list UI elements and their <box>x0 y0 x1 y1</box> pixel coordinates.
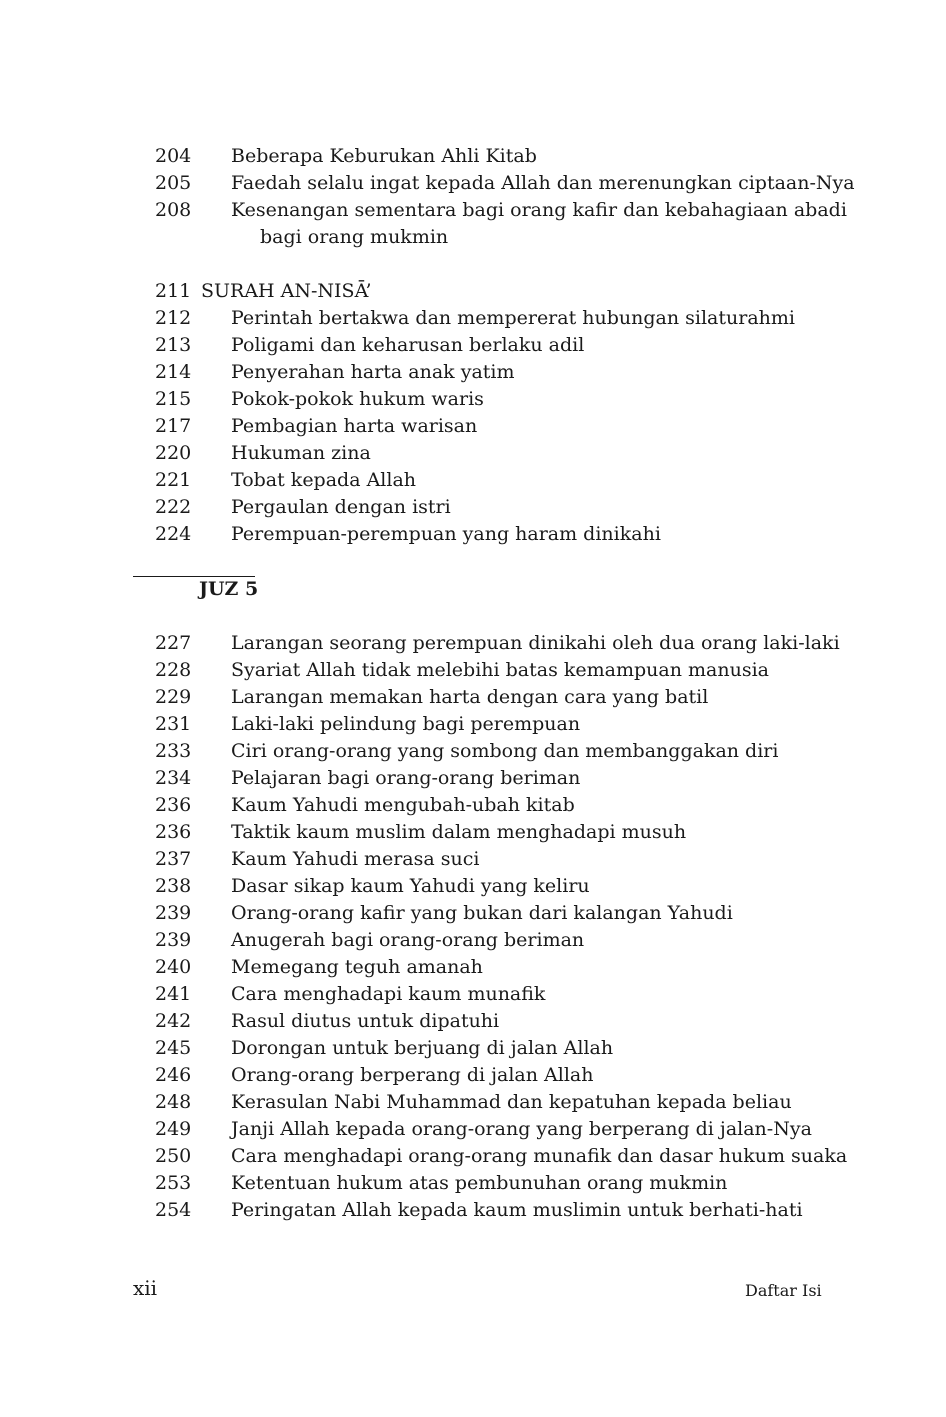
toc-entry-title: Cara menghadapi kaum munafik <box>231 983 546 1005</box>
toc-entry-title: Poligami dan keharusan berlaku adil <box>231 334 585 356</box>
toc-page-number: 236 <box>155 794 192 816</box>
toc-page-number: 212 <box>155 307 192 329</box>
toc-entry <box>0 413 946 440</box>
toc-page-number: 224 <box>155 523 192 545</box>
toc-entry <box>0 738 946 765</box>
toc-entry-title: Peringatan Allah kepada kaum muslimin untuk berhati-hati <box>231 1199 803 1221</box>
toc-page-number: 214 <box>155 361 192 383</box>
toc-page-number: 240 <box>155 956 192 978</box>
toc-entry-title: Janji Allah kepada orang-orang yang berperang di jalan-Nya <box>231 1118 812 1140</box>
toc-entry-title: Penyerahan harta anak yatim <box>231 361 515 383</box>
toc-page-number: 254 <box>155 1199 192 1221</box>
toc-entry <box>0 386 946 413</box>
toc-entry <box>0 927 946 954</box>
toc-entry-title: Orang-orang berperang di jalan Allah <box>231 1064 594 1086</box>
toc-page-number: 250 <box>155 1145 192 1167</box>
toc-entry-title: Ciri orang-orang yang sombong dan membanggakan diri <box>231 740 779 762</box>
footer-page-number: xii <box>133 1276 158 1300</box>
toc-page-number: 208 <box>155 199 192 221</box>
toc-page-number: 237 <box>155 848 192 870</box>
toc-entry <box>0 1116 946 1143</box>
toc-entry <box>0 1170 946 1197</box>
toc-entry-title: Pergaulan dengan istri <box>231 496 451 518</box>
toc-entry <box>0 359 946 386</box>
toc-entry <box>0 494 946 521</box>
toc-entry <box>0 440 946 467</box>
toc-page-number: 220 <box>155 442 192 464</box>
toc-entry-title: Tobat kepada Allah <box>231 469 417 491</box>
toc-entry <box>0 1008 946 1035</box>
toc-entry <box>0 630 946 657</box>
toc-entry-title: Cara menghadapi orang-orang munafik dan dasar hukum suaka <box>231 1145 848 1167</box>
toc-page-number: 213 <box>155 334 192 356</box>
toc-entry <box>0 1197 946 1224</box>
toc-entry-title: Orang-orang kafir yang bukan dari kalangan Yahudi <box>231 902 733 924</box>
toc-entry <box>0 657 946 684</box>
toc-entry <box>0 1035 946 1062</box>
toc-entry-title: Syariat Allah tidak melebihi batas kemampuan manusia <box>231 659 769 681</box>
toc-entry-title: Anugerah bagi orang-orang beriman <box>231 929 585 951</box>
surah-title: SURAH AN-NISĀ’ <box>201 280 372 302</box>
toc-page-number: 211 <box>155 280 192 302</box>
toc-page-number: 248 <box>155 1091 192 1113</box>
surah-heading <box>0 278 946 305</box>
toc-entry <box>0 1062 946 1089</box>
toc-page-number: 253 <box>155 1172 192 1194</box>
toc-entry-title: Dorongan untuk berjuang di jalan Allah <box>231 1037 614 1059</box>
toc-page-number: 241 <box>155 983 192 1005</box>
toc-entry-title: Kesenangan sementara bagi orang kafir dan kebahagiaan abadi <box>231 199 847 221</box>
toc-entry <box>0 305 946 332</box>
toc-page-number: 234 <box>155 767 192 789</box>
toc-page-number: 205 <box>155 172 192 194</box>
toc-entry <box>0 981 946 1008</box>
footer-running-title: Daftar Isi <box>745 1281 822 1300</box>
toc-entry-title: Laki-laki pelindung bagi perempuan <box>231 713 581 735</box>
toc-page-number: 204 <box>155 145 192 167</box>
toc-entry <box>0 873 946 900</box>
toc-entry-title-continuation: bagi orang mukmin <box>260 226 449 248</box>
toc-entry <box>0 521 946 548</box>
toc-entry <box>0 954 946 981</box>
toc-entry-title: Taktik kaum muslim dalam menghadapi musuh <box>231 821 687 843</box>
toc-entry <box>0 900 946 927</box>
toc-entry <box>0 765 946 792</box>
toc-entry-title: Larangan seorang perempuan dinikahi oleh dua orang laki-laki <box>231 632 840 654</box>
toc-entry <box>0 197 946 251</box>
toc-page-number: 249 <box>155 1118 192 1140</box>
toc-entry <box>0 792 946 819</box>
toc-entry-title: Pokok-pokok hukum waris <box>231 388 484 410</box>
toc-entry-title: Larangan memakan harta dengan cara yang batil <box>231 686 709 708</box>
toc-page-number: 233 <box>155 740 192 762</box>
toc-page-number: 228 <box>155 659 192 681</box>
juz-heading: JUZ 5 <box>199 578 259 600</box>
toc-page-number: 238 <box>155 875 192 897</box>
toc-entry <box>0 332 946 359</box>
toc-page-number: 231 <box>155 713 192 735</box>
toc-page-number: 229 <box>155 686 192 708</box>
toc-entry-title: Kaum Yahudi mengubah-ubah kitab <box>231 794 575 816</box>
toc-entry-title: Kerasulan Nabi Muhammad dan kepatuhan kepada beliau <box>231 1091 792 1113</box>
toc-page-number: 236 <box>155 821 192 843</box>
toc-page-number: 239 <box>155 929 192 951</box>
toc-entry <box>0 467 946 494</box>
toc-entry <box>0 711 946 738</box>
toc-entry <box>0 819 946 846</box>
toc-entry <box>0 846 946 873</box>
toc-page-number: 227 <box>155 632 192 654</box>
toc-entry-title: Dasar sikap kaum Yahudi yang keliru <box>231 875 590 897</box>
toc-entry-title: Perintah bertakwa dan mempererat hubungan silaturahmi <box>231 307 795 329</box>
toc-entry-title: Beberapa Keburukan Ahli Kitab <box>231 145 537 167</box>
toc-entry-title: Perempuan-perempuan yang haram dinikahi <box>231 523 661 545</box>
toc-entry <box>0 170 946 197</box>
toc-entry <box>0 1089 946 1116</box>
toc-page-number: 242 <box>155 1010 192 1032</box>
toc-entry-title: Memegang teguh amanah <box>231 956 483 978</box>
toc-entry-title: Ketentuan hukum atas pembunuhan orang mukmin <box>231 1172 728 1194</box>
toc-page-number: 215 <box>155 388 192 410</box>
toc-page-number: 222 <box>155 496 192 518</box>
toc-entry <box>0 143 946 170</box>
toc-entry-title: Pembagian harta warisan <box>231 415 478 437</box>
toc-page-number: 221 <box>155 469 192 491</box>
toc-entry <box>0 684 946 711</box>
toc-page-number: 239 <box>155 902 192 924</box>
toc-page-number: 245 <box>155 1037 192 1059</box>
toc-entry-title: Faedah selalu ingat kepada Allah dan merenungkan ciptaan-Nya <box>231 172 855 194</box>
toc-entry-title: Rasul diutus untuk dipatuhi <box>231 1010 500 1032</box>
toc-page-number: 246 <box>155 1064 192 1086</box>
toc-entry <box>0 1143 946 1170</box>
toc-entry-title: Hukuman zina <box>231 442 371 464</box>
toc-entry-title: Pelajaran bagi orang-orang beriman <box>231 767 581 789</box>
toc-entry-title: Kaum Yahudi merasa suci <box>231 848 480 870</box>
toc-page-number: 217 <box>155 415 192 437</box>
